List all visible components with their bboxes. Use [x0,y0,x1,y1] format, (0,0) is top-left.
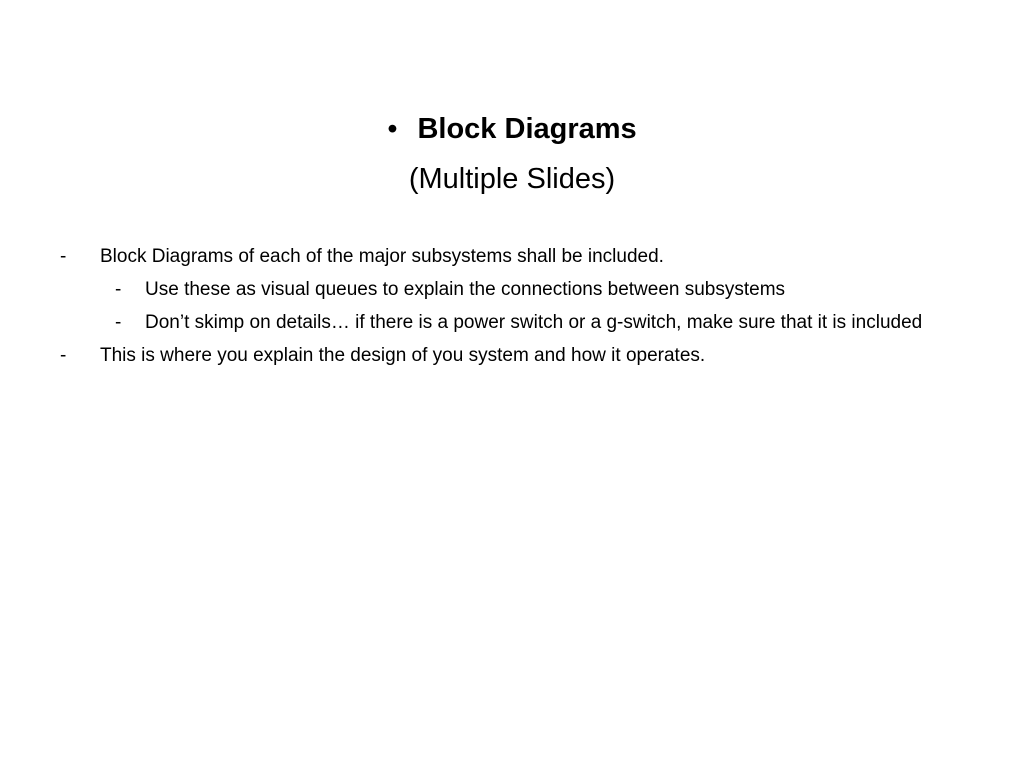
list-item [0,245,1024,268]
sub-list-item [0,278,1024,301]
sub-list-item-text: Don’t skimp on details… if there is a power switch or a g-switch, make sure that it is included [145,312,923,333]
slide-title-text: Block Diagrams [417,113,637,145]
list-marker: - [115,312,122,333]
list-marker: - [115,279,122,300]
body-list [0,245,1024,377]
list-marker: - [60,345,67,366]
sub-list-item-text: Use these as visual queues to explain the connections between subsystems [145,279,786,300]
slide-title [0,108,1024,150]
list-marker: - [60,246,67,267]
list-item-text: Block Diagrams of each of the major subsystems shall be included. [100,246,664,267]
title-block [0,108,1024,200]
list-item [0,344,1024,367]
list-item-text: This is where you explain the design of you system and how it operates. [100,345,706,366]
sub-list-item [0,311,1024,334]
slide-subtitle: (Multiple Slides) [408,163,616,195]
bullet-icon: • [387,113,398,145]
